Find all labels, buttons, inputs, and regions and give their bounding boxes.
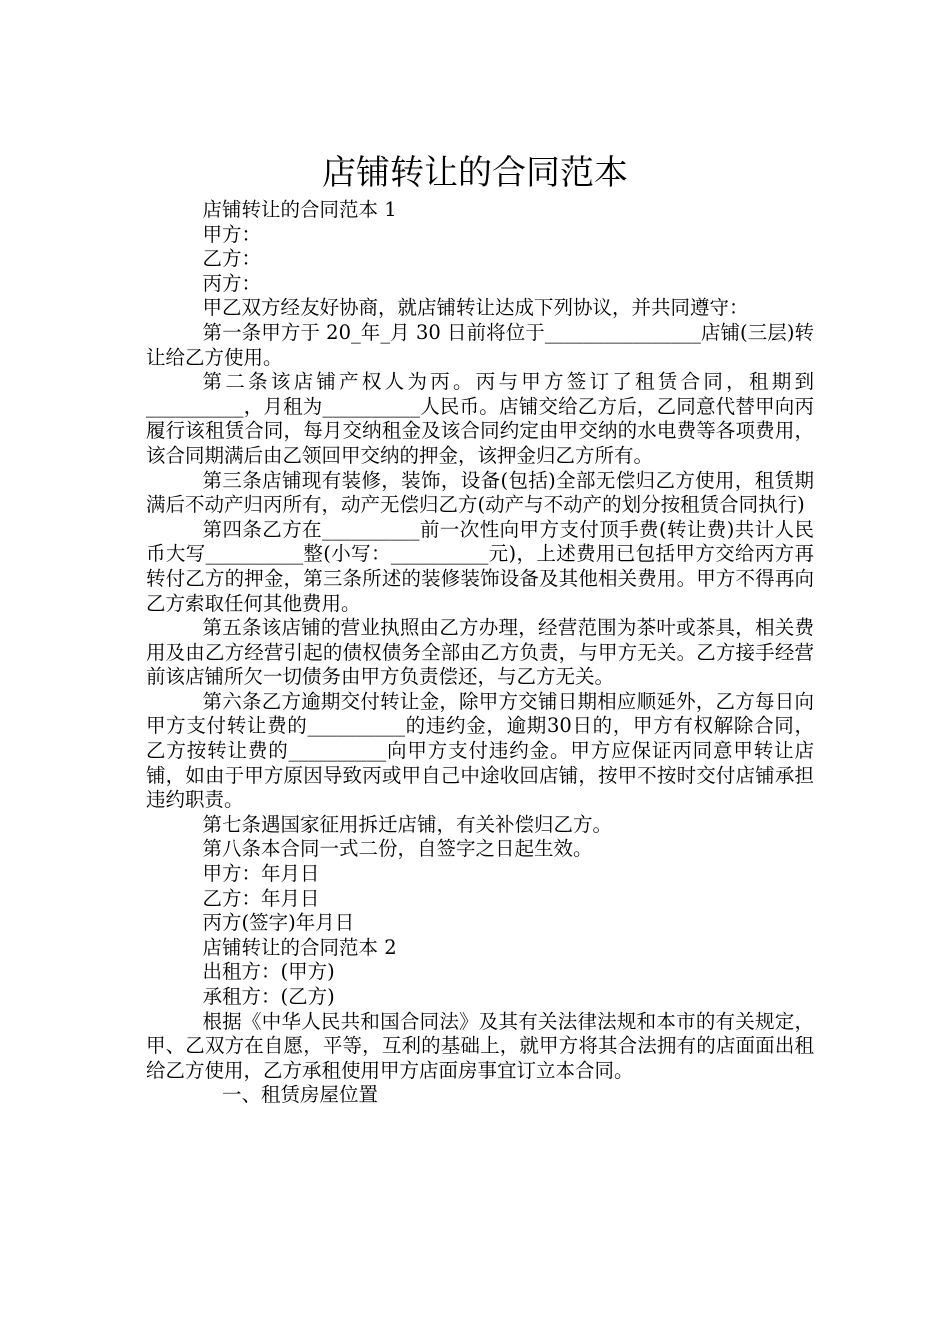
paragraph: 甲方： — [202, 222, 262, 246]
document-title: 店铺转让的合同范本 — [322, 152, 628, 193]
paragraph: 乙方：年月日 — [202, 886, 320, 910]
paragraph: 甲方：年月日 — [202, 862, 320, 886]
paragraph: 店铺转让的合同范本 1 — [202, 198, 397, 221]
paragraph: 第六条乙方逾期交付转让金，除甲方交铺日期相应顺延外，乙方每日向甲方支付转让费的__________的违约金，逾期30日的，甲方有权解除合同，乙方按转让费的__________向甲方支付违约金。甲方应保证丙同意甲转让店铺，如由于甲方原因导致丙或甲自己中途收回店铺，按甲不按时交付店铺承担违约职责。 — [146, 689, 814, 812]
paragraph: 承租方：(乙方) — [202, 985, 335, 1008]
paragraph: 第五条该店铺的营业执照由乙方办理，经营范围为茶叶或茶具，相关费用及由乙方经营引起的债权债务全部由乙方负责，与甲方无关。乙方接手经营前该店铺所欠一切债务由甲方负责偿还，与乙方无关。 — [146, 616, 814, 689]
paragraph: 乙方： — [202, 247, 262, 271]
paragraph: 丙方： — [202, 271, 262, 295]
paragraph: 第八条本合同一式二份，自签字之日起生效。 — [202, 837, 593, 861]
paragraph: 第一条甲方于 20_年_月 30 日前将位于________________店铺(三层)转让给乙方使用。 — [146, 320, 814, 369]
document-body — [146, 198, 814, 1108]
paragraph: 第二条该店铺产权人为丙。丙与甲方签订了租赁合同，租期到__________，月租为__________人民币。店铺交给乙方后，乙同意代替甲向丙履行该租赁合同，每月交纳租金及该合同约定由甲交纳的水电费等各项费用，该合同期满后由乙领回甲交纳的押金，该押金归乙方所有。 — [146, 370, 814, 467]
paragraph: 丙方(签字)年月日 — [202, 911, 355, 935]
paragraph: 第三条店铺现有装修，装饰，设备(包括)全部无偿归乙方使用，租赁期满后不动产归丙所有，动产无偿归乙方(动产与不动产的划分按租赁合同执行) — [146, 468, 814, 517]
paragraph: 第七条遇国家征用拆迁店铺，有关补偿归乙方。 — [202, 812, 613, 836]
paragraph: 根据《中华人民共和国合同法》及其有关法律法规和本市的有关规定，甲、乙双方在自愿，平等，互利的基础上，就甲方将其合法拥有的店面面出租给乙方使用，乙方承租使用甲方店面房事宜订立本合同。 — [146, 1009, 814, 1082]
paragraph: 一、租赁房屋位置 — [222, 1083, 379, 1107]
paragraph: 第四条乙方在__________前一次性向甲方支付顶手费(转让费)共计人民币大写__________整(小写：__________元)，上述费用已包括甲方交给丙方再转付乙方的押金，第三条所述的装修装饰设备及其他相关费用。甲方不得再向乙方索取任何其他费用。 — [146, 517, 814, 615]
paragraph: 店铺转让的合同范本 2 — [202, 935, 397, 959]
paragraph: 出租方：(甲方) — [202, 960, 335, 984]
paragraph: 甲乙双方经友好协商，就店铺转让达成下列协议，并共同遵守： — [202, 296, 749, 320]
